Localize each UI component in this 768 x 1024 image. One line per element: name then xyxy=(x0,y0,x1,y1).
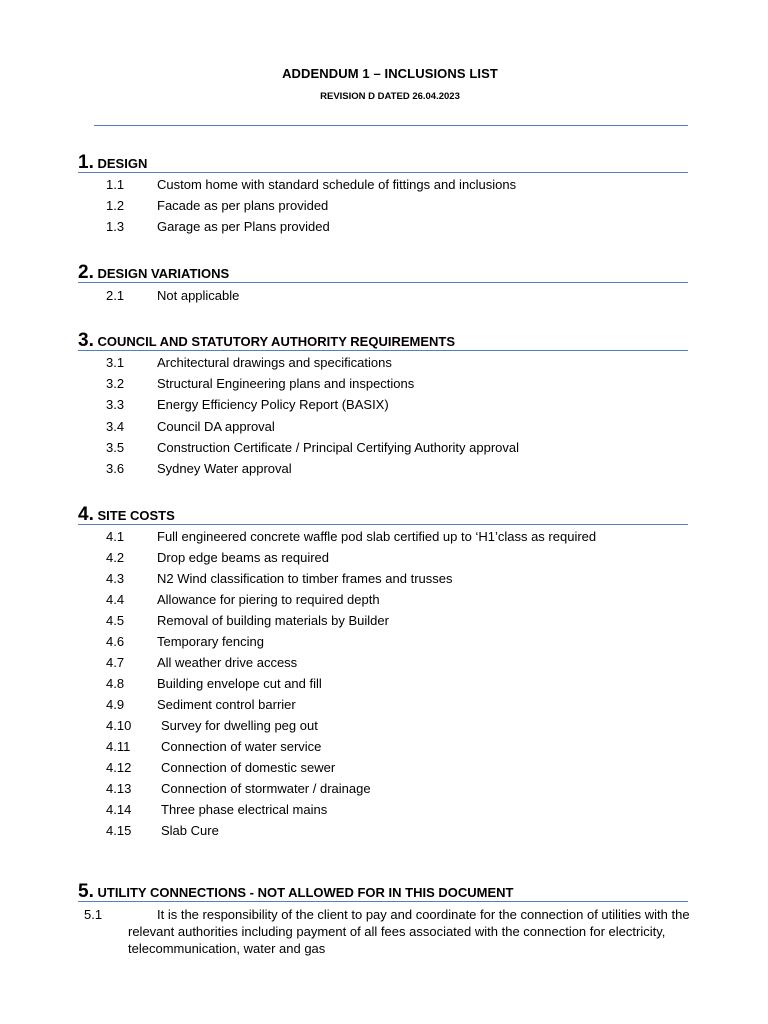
item-number: 3.5 xyxy=(106,440,125,455)
section-number: 4. xyxy=(78,504,94,525)
item-text: Allowance for piering to required depth xyxy=(157,592,380,607)
section-divider xyxy=(78,282,688,283)
item-number: 3.6 xyxy=(106,461,125,476)
section-heading-council xyxy=(78,330,688,352)
item-number: 4.13 xyxy=(106,781,132,796)
section-title: DESIGN VARIATIONS xyxy=(97,266,230,281)
item-number: 1.2 xyxy=(106,198,125,213)
item-text: Slab Cure xyxy=(161,823,219,838)
section-number: 2. xyxy=(78,262,94,283)
item-text: Temporary fencing xyxy=(157,634,264,649)
item-text: Construction Certificate / Principal Certifying Authority approval xyxy=(157,440,519,455)
item-text: Removal of building materials by Builder xyxy=(157,613,389,628)
item-number: 4.9 xyxy=(106,697,125,712)
item-number: 4.2 xyxy=(106,550,125,565)
item-text: It is the responsibility of the client to pay and coordinate for the connection of utilities with the relevant authorities including payment of all fees associated with the connection for electricity, telecommunication, water and gas xyxy=(128,907,690,956)
item-number: 4.6 xyxy=(106,634,125,649)
item-text: Drop edge beams as required xyxy=(157,550,329,565)
section-divider xyxy=(78,524,688,525)
item-number: 4.11 xyxy=(106,739,131,754)
item-text: Connection of stormwater / drainage xyxy=(161,781,371,796)
section-heading-utility-connections xyxy=(78,881,688,903)
section-heading-design-variations xyxy=(78,262,688,284)
item-number: 4.1 xyxy=(106,529,125,544)
page-title: ADDENDUM 1 – INCLUSIONS LIST xyxy=(282,66,498,81)
item-number: 4.14 xyxy=(106,802,132,817)
item-text: Architectural drawings and specifications xyxy=(157,355,392,370)
item-text: Connection of domestic sewer xyxy=(161,760,336,775)
section-title: COUNCIL AND STATUTORY AUTHORITY REQUIREMENTS xyxy=(97,334,455,349)
item-text: Not applicable xyxy=(157,288,240,303)
item-text: Sydney Water approval xyxy=(157,461,292,476)
list-item xyxy=(84,906,708,957)
section-title: UTILITY CONNECTIONS - NOT ALLOWED FOR IN THIS DOCUMENT xyxy=(97,885,514,900)
item-number: 4.10 xyxy=(106,718,132,733)
section-number: 5. xyxy=(78,881,94,902)
item-text: Sediment control barrier xyxy=(157,697,296,712)
item-number: 2.1 xyxy=(106,288,125,303)
item-number: 3.1 xyxy=(106,355,125,370)
section-title: SITE COSTS xyxy=(97,508,175,523)
section-heading-design xyxy=(78,152,688,174)
section-divider xyxy=(78,172,688,173)
item-text: Custom home with standard schedule of fittings and inclusions xyxy=(157,177,517,192)
item-number: 4.8 xyxy=(106,676,125,691)
item-text: Three phase electrical mains xyxy=(161,802,328,817)
item-text: All weather drive access xyxy=(157,655,298,670)
item-text: Garage as per Plans provided xyxy=(157,219,330,234)
item-text: Building envelope cut and fill xyxy=(157,676,322,691)
item-text: Facade as per plans provided xyxy=(157,198,329,213)
item-text: Survey for dwelling peg out xyxy=(161,718,318,733)
item-number: 4.4 xyxy=(106,592,125,607)
item-number: 4.15 xyxy=(106,823,132,838)
item-number: 4.7 xyxy=(106,655,125,670)
header-divider xyxy=(94,125,688,126)
item-text: Connection of water service xyxy=(161,739,322,754)
section-divider xyxy=(78,350,688,351)
revision-subtitle: REVISION D DATED 26.04.2023 xyxy=(320,91,460,102)
section-title: DESIGN xyxy=(97,156,148,171)
item-number: 4.12 xyxy=(106,760,132,775)
section-number: 1. xyxy=(78,152,94,173)
item-text: Energy Efficiency Policy Report (BASIX) xyxy=(157,397,389,412)
item-text: Structural Engineering plans and inspections xyxy=(157,376,415,391)
section-divider xyxy=(78,901,688,902)
item-number: 1.1 xyxy=(106,177,125,192)
item-text: Council DA approval xyxy=(157,419,275,434)
section-number: 3. xyxy=(78,330,94,351)
item-number: 4.3 xyxy=(106,571,125,586)
item-number: 5.1 xyxy=(84,907,103,922)
item-number: 3.4 xyxy=(106,419,125,434)
item-number: 1.3 xyxy=(106,219,125,234)
item-number: 3.2 xyxy=(106,376,125,391)
section-heading-site-costs xyxy=(78,504,688,526)
item-text: Full engineered concrete waffle pod slab certified up to ‘H1’class as required xyxy=(157,529,597,544)
item-text: N2 Wind classification to timber frames and trusses xyxy=(157,571,453,586)
item-number: 3.3 xyxy=(106,397,125,412)
item-number: 4.5 xyxy=(106,613,125,628)
